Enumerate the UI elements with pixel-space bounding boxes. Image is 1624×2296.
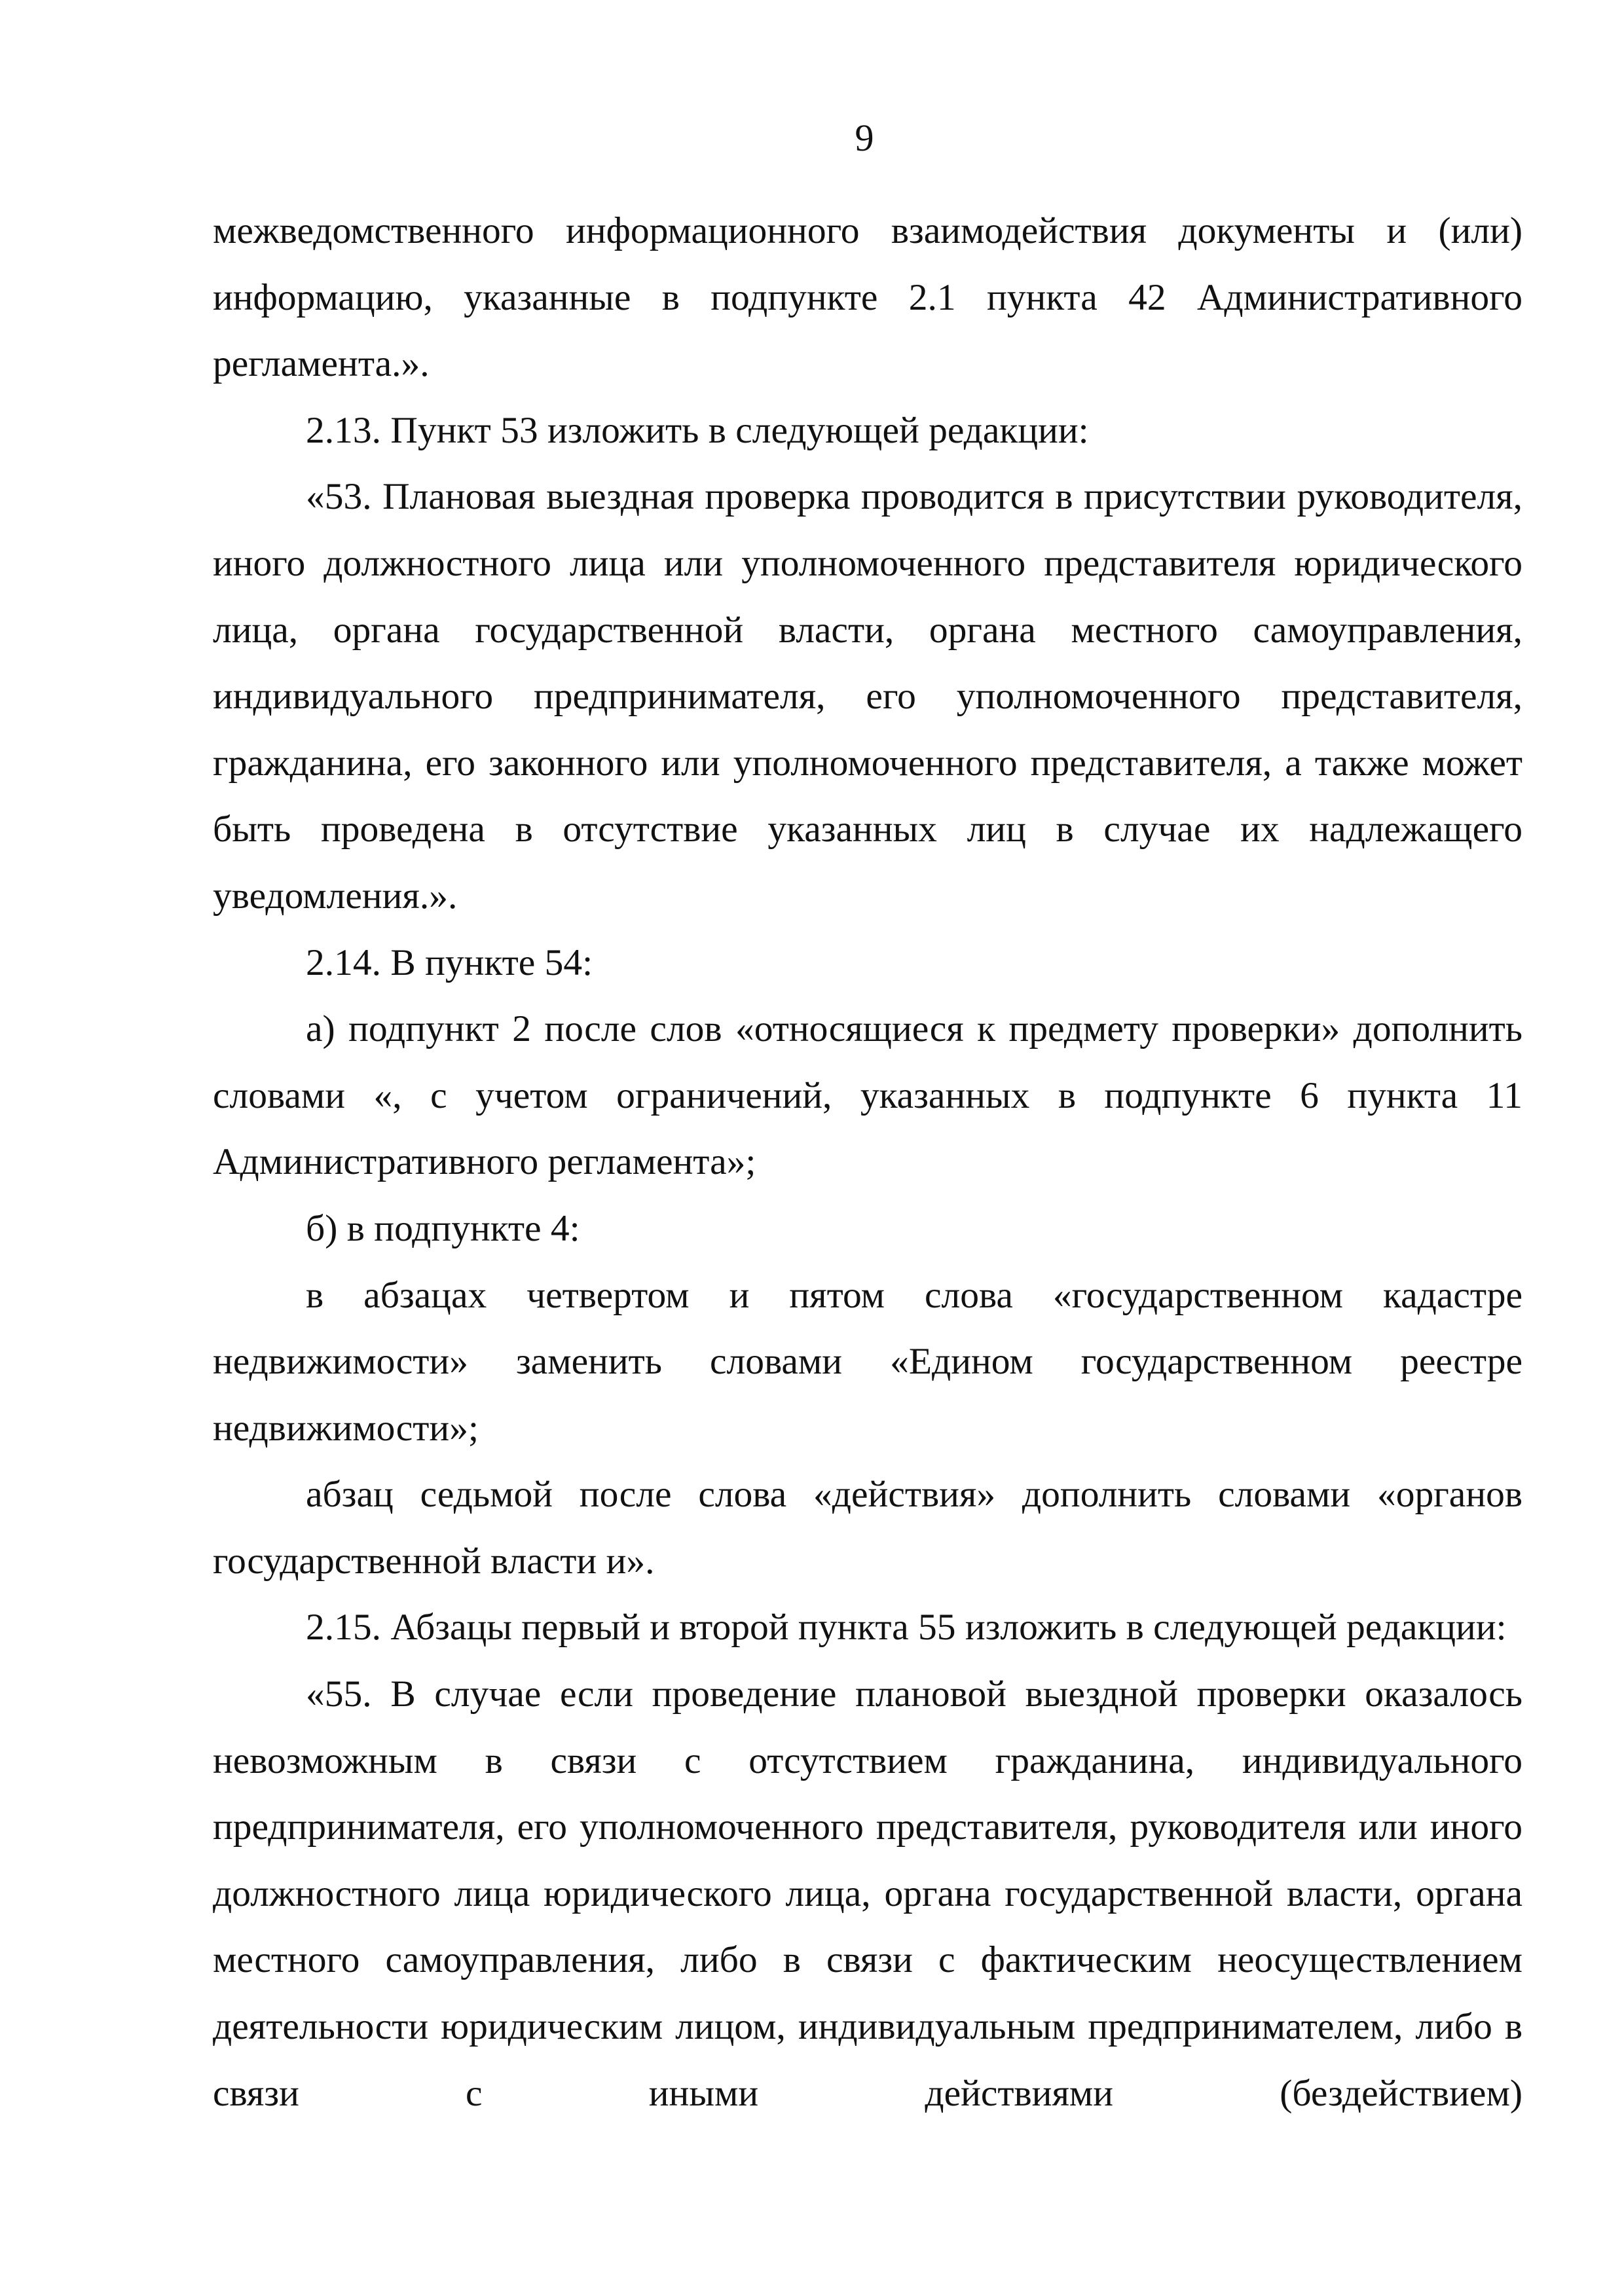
- paragraph-point-53: «53. Плановая выездная проверка проводится в присутствии руководителя, иного должностного лица или уполномоченного представителя юридического лица, органа государственной власти, органа местного самоуправления, индивидуального предпринимателя, его уполномоченного представителя, гражданина, его законного или уполномоченного представителя, а также может быть проведена в отсутствие указанных лиц в случае их надлежащего уведомления.».: [213, 476, 1522, 917]
- paragraph-continuation: межведомственного информационного взаимодействия документы и (или) информацию, указанные в подпункте 2.1 пункта 42 Административного регламента.».: [213, 210, 1522, 385]
- paragraph-item-2-14: 2.14. В пункте 54:: [306, 941, 593, 983]
- paragraph-point-55: «55. В случае если проведение плановой выездной проверки оказалось невозможным в связи с отсутствием гражданина, индивидуального предпринимателя, его уполномоченного представителя, руководителя или иного должностного лица юридического лица, органа государственной власти, органа местного самоуправления, либо в связи с фактическим неосуществлением деятельности юридическим лицом, индивидуальным предпринимателем, либо в связи с иными действиями (бездействием): [213, 1673, 1522, 2114]
- document-body: [213, 198, 1522, 2126]
- paragraph-abzats-4-5: в абзацах четвертом и пятом слова «государственном кадастре недвижимости» заменить словами «Едином государственном реестре недвижимости»;: [213, 1274, 1522, 1449]
- paragraph-subitem-b: б) в подпункте 4:: [306, 1207, 580, 1249]
- paragraph-item-2-15: 2.15. Абзацы первый и второй пункта 55 изложить в следующей редакции:: [306, 1607, 1507, 1649]
- paragraph-item-2-13: 2.13. Пункт 53 изложить в следующей редакции:: [306, 409, 1089, 451]
- page-number: 9: [855, 117, 874, 159]
- paragraph-subitem-a: а) подпункт 2 после слов «относящиеся к предмету проверки» дополнить словами «, с учетом ограничений, указанных в подпункте 6 пункта 11 Административного регламента»;: [213, 1008, 1522, 1183]
- paragraph-abzats-7: абзац седьмой после слова «действия» дополнить словами «органов государственной власти и».: [213, 1474, 1522, 1582]
